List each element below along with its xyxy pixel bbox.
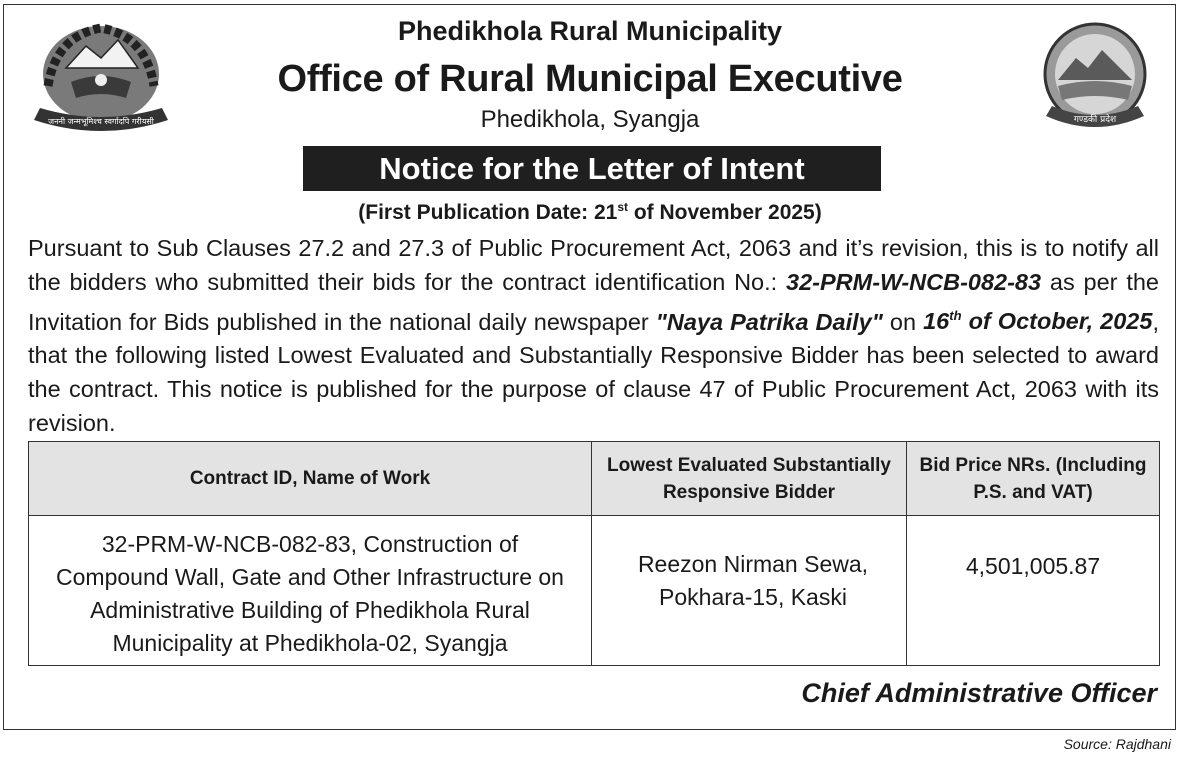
ifb-date-rest: of October, 2025: [961, 308, 1153, 335]
notice-body: [28, 232, 1159, 441]
cell-contract-work: 32-PRM-W-NCB-082-83, Construction of Compound Wall, Gate and Other Infrastructure on Administrative Building of Phedikhola Rural Municipality at Phedikhola-02, Syangja: [29, 516, 592, 666]
ifb-date-sup: th: [949, 308, 962, 324]
pub-date-prefix: (First Publication Date: 21: [358, 201, 618, 224]
header-contract-work: Contract ID, Name of Work: [29, 442, 592, 516]
ifb-date: [923, 308, 1152, 334]
signature-title: Chief Administrative Officer: [801, 678, 1157, 708]
municipality-name: Phedikhola Rural Municipality: [397, 16, 783, 46]
emblem-caption: गण्डकी प्रदेश: [1073, 115, 1117, 125]
office-name: Office of Rural Municipal Executive: [277, 58, 903, 100]
publication-date: [200, 200, 980, 225]
gandaki-province-emblem-icon: [1036, 20, 1154, 136]
table-header-row: [29, 442, 1160, 516]
pub-date-sup: st: [617, 200, 628, 214]
table-row: [29, 516, 1160, 666]
location: Phedikhola, Syangja: [480, 106, 700, 133]
body-text-2: as per the Invitation for Bids published in the national daily newspaper: [28, 268, 1159, 335]
nepal-emblem-icon: [26, 16, 176, 140]
body-text-1: Pursuant to Sub Clauses 27.2 and 27.3 of Public Procurement Act, 2063 and it’s revision, this is to notify all the bidders who submitted their bids for the contract identification No.:: [28, 235, 1159, 295]
header-bidder: Lowest Evaluated Substantially Responsive Bidder: [592, 442, 907, 516]
body-text-3: on: [882, 308, 924, 335]
cell-bid-price: 4,501,005.87: [907, 516, 1160, 666]
emblem-motto: जननी जन्मभूमिश्च स्वर्गादपि गरीयसी: [48, 117, 154, 126]
header-bid-price: Bid Price NRs. (Including P.S. and VAT): [907, 442, 1160, 516]
cell-bidder: Reezon Nirman Sewa, Pokhara-15, Kaski: [592, 516, 907, 666]
body-text-4: , that the following listed Lowest Evaluated and Substantially Responsive Bidder has been selected to award the contract. This notice is published for the purpose of clause 47 of Public Procurement Act, 2063 with its revision.: [28, 308, 1159, 436]
award-table: [28, 441, 1160, 666]
newspaper-name: "Naya Patrika Daily": [655, 308, 883, 335]
contract-number: 32-PRM-W-NCB-082-83: [786, 268, 1042, 295]
pub-date-suffix: of November 2025): [627, 201, 822, 224]
source-credit: Source: Rajdhani: [1063, 736, 1171, 752]
notice-title: Notice for the Letter of Intent: [303, 146, 881, 191]
ifb-date-day: 16: [923, 308, 950, 335]
